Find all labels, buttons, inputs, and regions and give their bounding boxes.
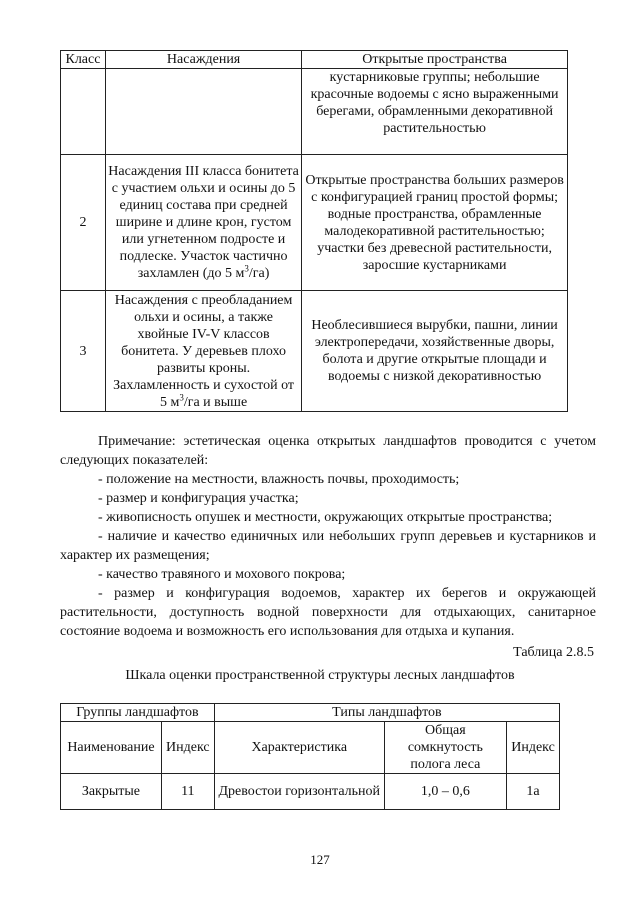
cell-canopy-closure: 1,0 – 0,6 xyxy=(384,774,506,810)
notes-item: - размер и конфигурация участка; xyxy=(98,491,299,506)
notes-item: - наличие и качество единичных или небольших групп деревьев и кустарников и характер их размещения; xyxy=(60,529,596,563)
page-number: 127 xyxy=(310,852,330,867)
table-header-row xyxy=(61,722,560,774)
cell-characteristic: Древостои горизонтальной xyxy=(214,774,384,810)
notes-section xyxy=(60,432,596,641)
notes-item: - положение на местности, влажность почвы, проходимость; xyxy=(98,472,460,487)
cell-index: 1а xyxy=(507,774,560,810)
table-title: Шкала оценки пространственной структуры лесных ландшафтов xyxy=(125,668,515,683)
cell-index: 11 xyxy=(161,774,214,810)
table-row xyxy=(61,291,568,412)
table-row xyxy=(61,69,568,155)
table-header-row xyxy=(61,704,560,722)
cell-name: Закрытые xyxy=(61,774,162,810)
notes-item: - качество травяного и мохового покрова; xyxy=(98,567,346,582)
cell-open: Открытые пространства больших размеров с конфигурацией границ простой формы; водные пространства, обрамленные малодекоративной растительностью; участки без древесной растительности, заросшие кустарниками xyxy=(302,155,568,291)
header-canopy-closure: Общая сомкнутость полога леса xyxy=(384,722,506,774)
header-landscape-types: Типы ландшафтов xyxy=(214,704,559,722)
header-open-spaces: Открытые пространства xyxy=(302,51,568,69)
open-spaces-table xyxy=(60,50,568,412)
table-row xyxy=(61,155,568,291)
header-plantings: Насаждения xyxy=(105,51,301,69)
cell-class-empty xyxy=(61,69,106,155)
table-header-row xyxy=(61,51,568,69)
notes-item: - живописность опушек и местности, окружающих открытые пространства; xyxy=(98,510,553,525)
cell-class: 2 xyxy=(61,155,106,291)
header-index: Индекс xyxy=(507,722,560,774)
cell-class: 3 xyxy=(61,291,106,412)
cell-plantings: Насаждения III класса бонитета с участием ольхи и осины до 5 единиц состава при средней ширине и длине крон, густом или угнетенном подросте и подлеске. Участок частично захламлен (до 5 $м^3/га$) xyxy=(105,155,301,291)
cell-open: Необлесившиеся вырубки, пашни, линии электропередачи, хозяйственные дворы, болота и другие открытые площади и водоемы с низкой декоративностью xyxy=(302,291,568,412)
header-landscape-groups: Группы ландшафтов xyxy=(61,704,215,722)
notes-intro: Примечание: эстетическая оценка открытых ландшафтов проводится с учетом следующих показателей: xyxy=(60,434,596,468)
table-row xyxy=(61,774,560,810)
header-class: Класс xyxy=(61,51,106,69)
notes-item: - размер и конфигурация водоемов, характер их берегов и окружающей растительности, доступность водной поверхности для отдыхающих, санитарное состояние водоема и возможность его использования для отдыха и купания. xyxy=(60,586,596,639)
cell-plantings-empty xyxy=(105,69,301,155)
cell-plantings: Насаждения с преобладанием ольхи и осины, а также хвойные IV-V классов бонитета. У деревьев плохо развиты кроны. Захламленность и сухостой от 5 $м^3/га$ и выше xyxy=(105,291,301,412)
cell-open: кустарниковые группы; небольшие красочные водоемы с ясно выраженными берегами, обрамленными декоративной растительностью xyxy=(302,69,568,155)
table-number: Таблица 2.8.5 xyxy=(513,645,594,660)
header-index: Индекс xyxy=(161,722,214,774)
header-characteristic: Характеристика xyxy=(214,722,384,774)
header-name: Наименование xyxy=(61,722,162,774)
landscape-structure-table xyxy=(60,703,560,810)
